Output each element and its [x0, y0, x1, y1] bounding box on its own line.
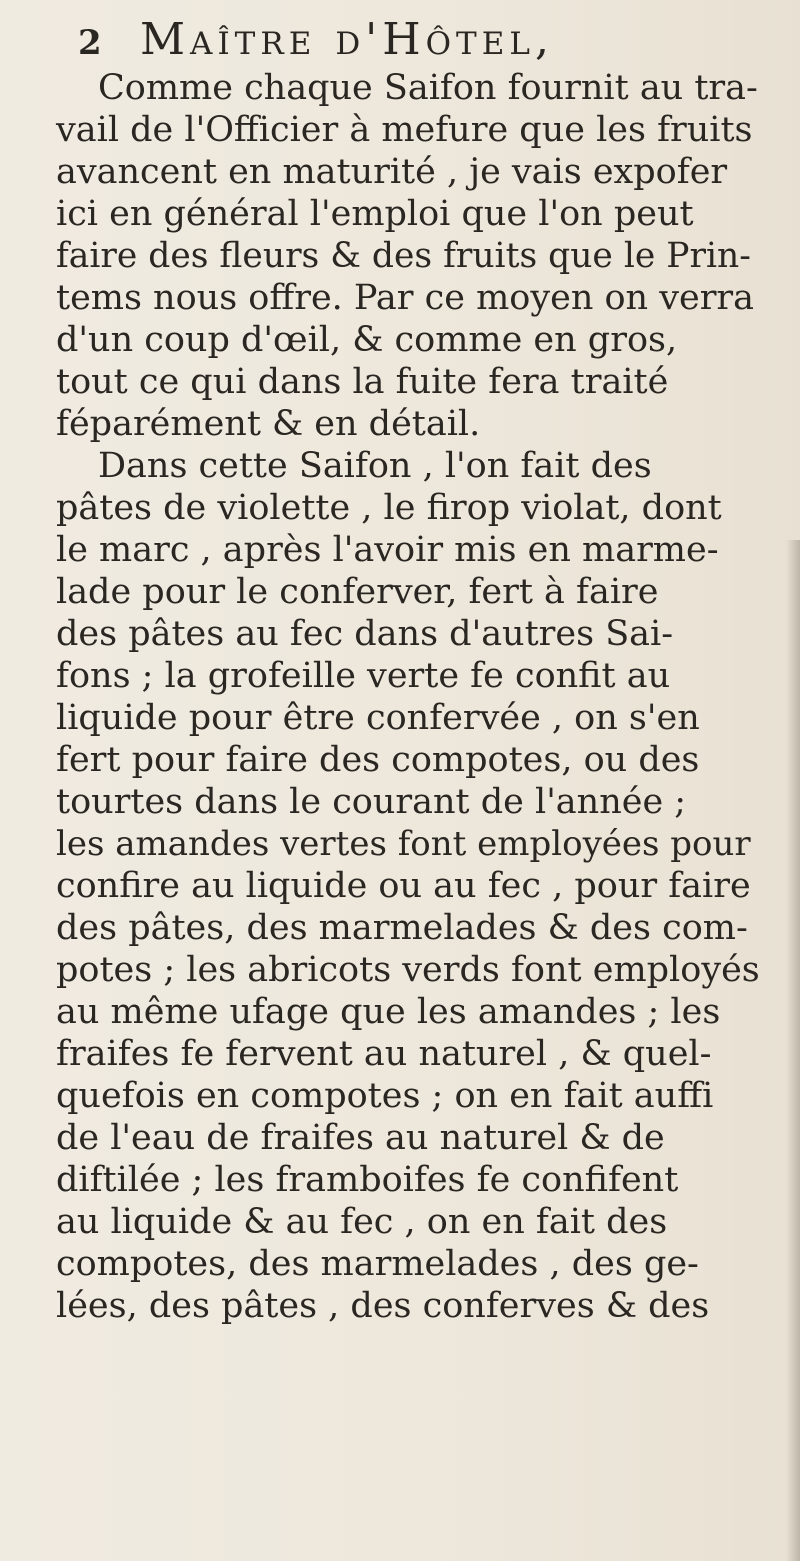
text-line: de l'eau de fraifes au naturel & de — [56, 1118, 665, 1158]
text-line: fert pour faire des compotes, ou des — [56, 740, 700, 780]
text-line: le marc , après l'avoir mis en marme- — [56, 530, 719, 570]
text-line: tout ce qui dans la fuite fera traité — [56, 362, 669, 402]
text-line: ici en général l'emploi que l'on peut — [56, 194, 694, 234]
text-line: potes ; les abricots verds font employés — [56, 950, 760, 990]
text-line: confire au liquide ou au fec , pour faire — [56, 866, 751, 906]
text-line: faire des fleurs & des fruits que le Prin- — [56, 236, 751, 276]
text-line: féparément & en détail. — [56, 404, 481, 444]
text-line: lées, des pâtes , des conferves & des — [56, 1286, 710, 1326]
page-edge-shadow — [786, 540, 800, 1561]
text-line: fraifes fe fervent au naturel , & quel- — [56, 1034, 712, 1074]
text-line: tems nous offre. Par ce moyen on verra — [56, 278, 755, 318]
text-line: tourtes dans le courant de l'année ; — [56, 782, 687, 822]
text-line: au même ufage que les amandes ; les — [56, 992, 721, 1032]
text-line: des pâtes, des marmelades & des com- — [56, 908, 748, 948]
page-number: 2 — [78, 23, 102, 63]
text-line: fons ; la grofeille verte fe confit au — [56, 656, 671, 696]
running-title: Maître d'Hôtel, — [140, 14, 554, 65]
text-line: compotes, des marmelades , des ge- — [56, 1244, 699, 1284]
text-line: des pâtes au fec dans d'autres Sai- — [56, 614, 674, 654]
text-line: diftilée ; les framboifes fe confifent — [56, 1160, 679, 1200]
text-line: au liquide & au fec , on en fait des — [56, 1202, 668, 1242]
text-line: lade pour le conferver, fert à faire — [56, 572, 659, 612]
text-line: liquide pour être confervée , on s'en — [56, 698, 700, 738]
text-line: d'un coup d'œil, & comme en gros, — [56, 320, 678, 360]
text-line: vail de l'Officier à mefure que les fruits — [56, 110, 753, 150]
text-line: les amandes vertes font employées pour — [56, 824, 751, 864]
text-line: avancent en maturité , je vais expofer — [56, 152, 728, 192]
text-line: Comme chaque Saifon fournit au tra- — [98, 68, 758, 108]
text-line: Dans cette Saifon , l'on fait des — [98, 446, 652, 486]
page-header — [78, 14, 554, 74]
text-line: quefois en compotes ; on en fait auffi — [56, 1076, 714, 1116]
text-line: pâtes de violette , le firop violat, dont — [56, 488, 722, 528]
